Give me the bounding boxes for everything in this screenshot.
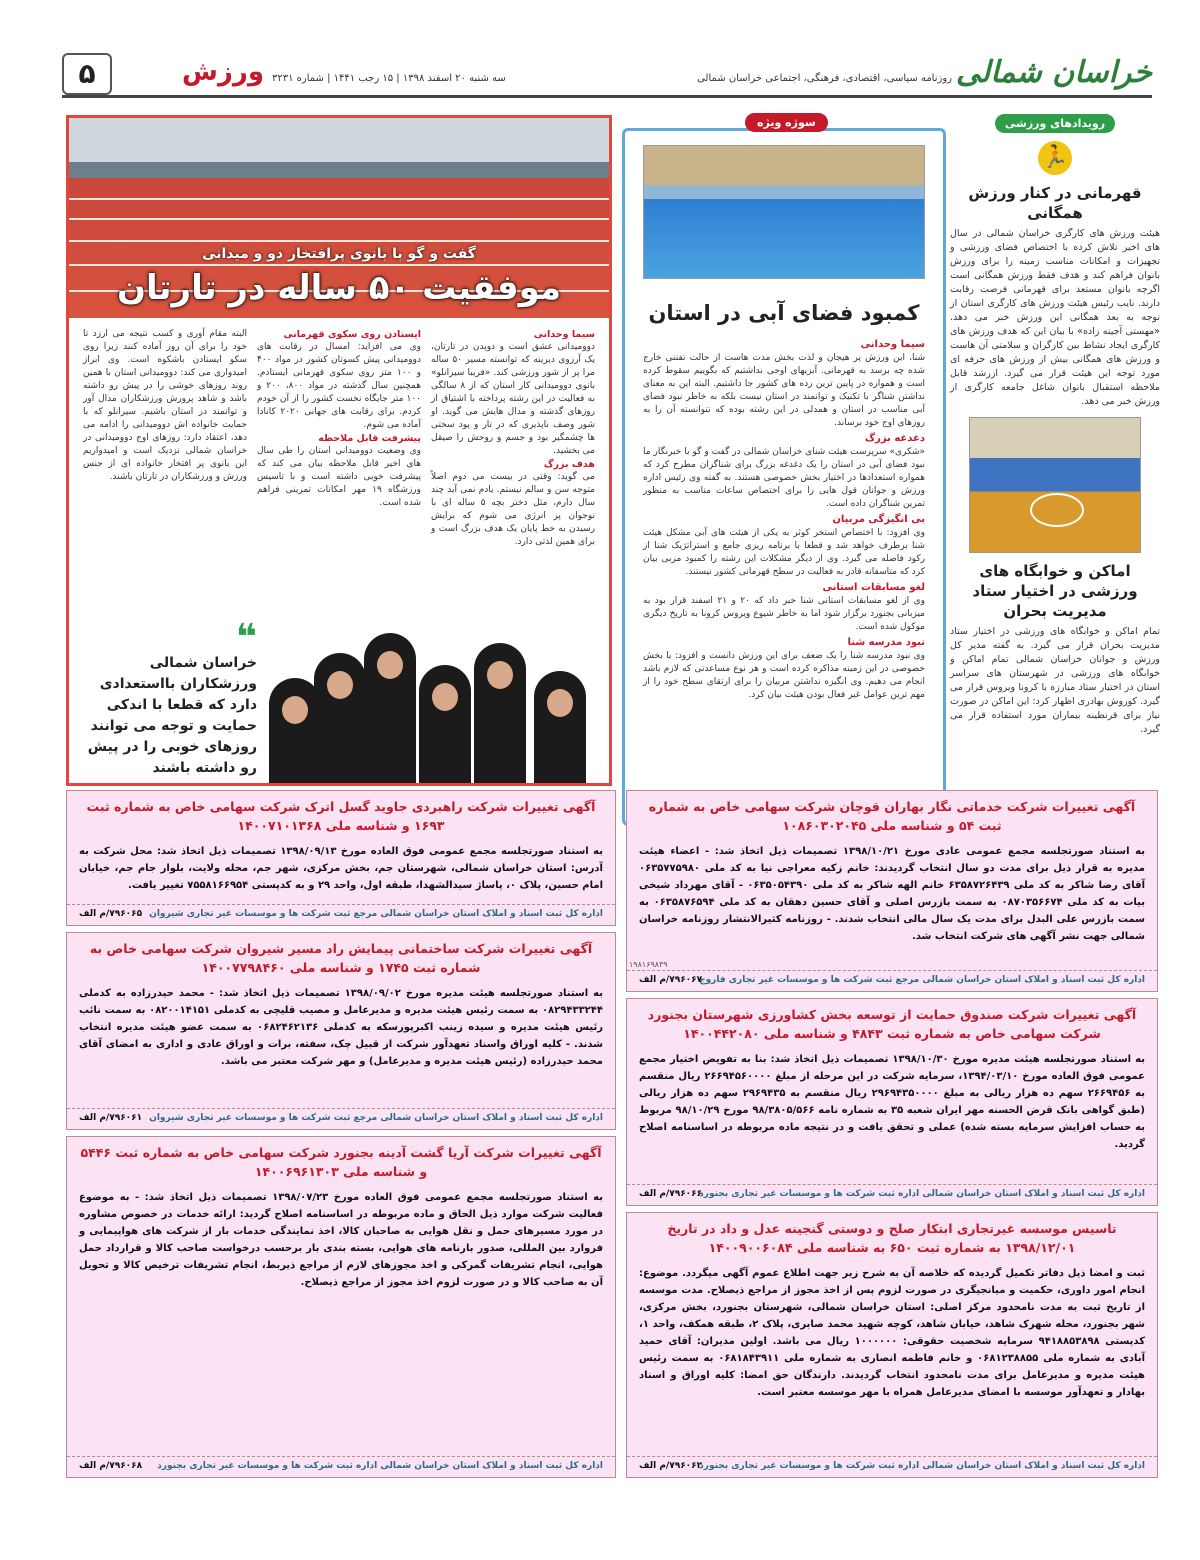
ad-code: ۷۹۶۰۶۸/م الف <box>79 1461 143 1471</box>
main-subhead: ایستادن روی سکوی قهرمانی <box>283 329 421 340</box>
ad-body: به استناد صورتجلسه مجمع عمومی فوق العاده مورخ ۱۳۹۸/۰۷/۲۳ تصمیمات ذیل اتخاذ شد: - به موضوع فعالیت شرکت موارد ذیل الحاق و ماده مربوطه در اساسنامه اصلاح گردید: ارائه خدمات در خصوص مشاوره در مورد مسیرهای حمل و نقل هوایی به صاحبان کالا، اخذ نمایندگی خدمات بار از شرکت های هواپیمایی و فروارد بین المللی، صدور بارنامه های هوایی، بسته بندی بار برحسب درخواست صاحب کالا و قرارداد حمل هوایی، انجام تشریفات گمرکی و اخذ مجوزهای لازم از مراجع ذیربط، انجام تشریفات ترخیص کالا و تحویل آن به صاحب کالا و در صورت لزوم اخذ مجوز از مراجع ذیصلاح. <box>79 1192 603 1288</box>
special-pill: سوژه ویژه <box>745 113 828 132</box>
athletes-photo <box>269 613 599 783</box>
ad-code: ۷۹۶۰۶۷/م الف <box>639 975 703 985</box>
main-paragraph: دوومیدانی عشق است و دویدن در تارتان، یک آرزوی دیرینه که توانسته مسیر ۵۰ ساله مرا پر از شور ورزشی کند. «فریبا سیرانلو» بانوی دوومیدانی کار استان که از ۸ سالگی به فعالیت در این رشته پرداخته با اشتیاق از روزهای گذشته و مدال هایش می گوید. او شور وصف ناپذیری که در تار و پود سختی ها چشمگیر بود و جسم و روحش را صیقل می بخشید. <box>431 342 595 456</box>
ad-code: ۷۹۶۰۶۱/م الف <box>79 1113 143 1123</box>
pool-paragraph: وی نبود مدرسه شنا را یک ضعف برای این ورزش دانست و افزود: با بخش خصوصی در این زمینه مذاکره کرده است و هر نوع مساعدتی که لازم باشد انجام می دهیم. وی انگیزه نداشتن مربیان را برای ارتقای سطح خود را از مهم ترین عوامل غیر فعال بودن هیئت بیان کرد. <box>643 651 925 700</box>
main-paragraph: وی می افزاید: امسال در رقابت های دوومیدانی پیش کسوتان کشور در مواد ۴۰۰ و ۱۰۰ متر روی سکوی قهرمانی ایستادم. همچنین سال گذشته در مواد ۸۰۰، ۲۰۰ و ۱۰۰ متر جایگاه نخست کشور را از آن خودم کردم. برای رقابت های جهانی ۲۰۲۰ کانادا آماده می شوم. <box>257 342 421 430</box>
ad-body: ثبت و امضا ذیل دفاتر تکمیل گردیده که خلاصه آن به شرح زیر جهت اطلاع عموم آگهی میگردد. موضوع: انجام امور داوری، حکمیت و میانجیگری در صورت لزوم پس از اخذ مجوز از مراجع ذیصلاح. مدت موسسه از تاریخ ثبت به مدت نامحدود مرکز اصلی: استان خراسان شمالی، شهرستان بجنورد، بخش مرکزی، شهر بجنورد، محله شهرک شاهد، خیابان شاهد، کوچه شهید محمد صابری، پلاک ۲، طبقه همکف، واحد ۱، کدپستی ۹۴۱۸۸۵۳۸۹۸ سرمایه شخصیت حقوقی: ۱۰۰۰۰۰۰ ریال می باشد. اولین مدیران: آقای حمید آبادی به شماره ملی ۰۶۸۱۲۳۸۸۵۵ و خانم فاطمه انصاری به شماره ملی ۰۶۸۱۸۴۳۹۱۱ به سمت رئیس هیئت مدیره و مدیرعامل برای مدت نامحدود انتخاب گردیدند. دارندگان حق امضا: کلیه اوراق و اسناد بهادار و تعهدآور موسسه با امضای مدیرعامل همراه با مهر موسسه معتبر است. <box>639 1268 1146 1398</box>
ad-body: به استناد صورتجلسه مجمع عمومی فوق العاده مورخ ۱۳۹۸/۰۹/۱۳ تصمیمات ذیل اتخاذ شد: محل شرکت به آدرس: استان خراسان شمالی، شهرستان جم، بخش مرکزی، شهر جم، محله ولایت، بلوار جام جم، خیابان امام حسین، پلاک ۰، پاساژ سیدالشهدا، طبقه اول، واحد ۲۹ و به کدپستی ۷۵۵۸۱۶۶۹۵۴ تغییر یافت. <box>79 846 603 891</box>
story2-text: تمام اماکن و خوابگاه های ورزشی در اختیار ستاد مدیریت بحران قرار می گیرد. به گفته مدیر کل ورزش و جوانان خراسان شمالی تمام اماکن و خوابگاه های ورزشی در شهرستان های سراسر استان در اختیار ستاد مبارزه با کرونا ویروس قرار می گیرد. کوروش بهادری اظهار کرد: این اماکن در صورت نیاز برای قرنطینه بیماران مورد استفاده قرار می گیرد. <box>950 626 1160 735</box>
main-col-2 <box>257 328 421 549</box>
ad-code: ۷۹۶۰۶۵/م الف <box>79 909 143 919</box>
pool-paragraph: «شکری» سرپرست هیئت شنای خراسان شمالی در گفت و گو با خبرنگار ما نبود فضای آبی در استان را یک دغدغه بزرگ برای شناگران مطرح کرد که همواره استعدادها در اختیار بخش خصوصی هستند. به گفته وی رئیس اداره ورزش و جوانان قول هایی را برای اختصاص ساعات مناسب به منظور تمرین شناگران داده است. <box>643 447 925 509</box>
ad-footer <box>627 1456 1157 1477</box>
story1-text: هیئت ورزش های کارگری خراسان شمالی در سال های اخیر تلاش کرده با اختصاص فضای ورزشی و تجهیزات و امکانات مناسب زمینه را برای ورزش بانوان فراهم کند و هدف فقط ورزش همگانی است اگرچه بانوان مستعد برای قهرمانی فرصت رقابت دارند. نایب رئیس هیئت ورزش های کارگری استان از توجه به بعد همگانی این ورزش خبر می دهد. «مهستی آجینه زاده» با بیان این که هدف ورزش های کارگری ایجاد نشاط بین کارگران و سلامتی آن هاست و ورزش های همگانی بیش از ورزش های حرفه ای مورد توجه این هیئت قرار می گیرد. ازرشد قابل ملاحظه استقبال بانوان شاغل جامعه کارگری از ورزش خبر می دهد. <box>950 228 1160 407</box>
ad-title: آگهی تغییرات شرکت راهبردی جاوید گسل اترک شرکت سهامی خاص به شماره ثبت ۱۶۹۳ و شناسه ملی ۱۴۰۰۷۱۰۱۳۶۸ <box>86 799 596 833</box>
ad-code: ۷۹۶۰۶۶/م الف <box>639 1189 703 1199</box>
ad-footer <box>67 1108 615 1129</box>
main-col-1 <box>431 328 595 549</box>
ad-footer <box>627 1184 1157 1205</box>
legal-ad <box>626 1212 1158 1478</box>
main-kicker: گفت و گو با بانوی پرافتخار دو و میدانی <box>202 246 476 262</box>
page-number: ۵ <box>62 53 112 95</box>
main-columns <box>69 318 609 549</box>
pool-byline: سیما وحدانی <box>860 339 925 350</box>
legal-ad <box>66 1136 616 1478</box>
main-headline: موفقیت ۵۰ ساله در تارتان <box>116 268 562 308</box>
ad-code: ۷۹۶۰۶۲/م الف <box>639 1461 703 1471</box>
pool-story-title: کمبود فضای آبی در استان <box>648 301 920 325</box>
issue-dateline: سه شنبه ۲۰ اسفند ۱۳۹۸ | ۱۵ رجب ۱۴۴۱ | شماره ۳۲۳۱ <box>272 73 506 84</box>
legal-ad <box>626 998 1158 1206</box>
track-photo <box>69 118 609 318</box>
ad-source: اداره کل ثبت اسناد و املاک استان خراسان شمالی اداره ثبت شرکت ها و موسسات غیر تجاری بجنورد <box>699 1189 1145 1199</box>
sports-events-pill: رویدادهای ورزشی <box>995 114 1115 133</box>
legal-ad <box>626 790 1158 992</box>
main-paragraph: می گوید: وقتی در بیست می دوم اصلاً متوجه سن و سالم نیستم. یادم نمی آید چند سال دارم، مثل دختر بچه ۵ ساله ای با نوجوان پر انرژی می شوم که برایش رسیدن به خط پایان یک هدف بزرگ است و برای همین لذتی دارد. <box>431 472 595 547</box>
newspaper-tagline: روزنامه سیاسی، اقتصادی، فرهنگی، اجتماعی خراسان شمالی <box>697 73 952 84</box>
section-title: ورزش <box>182 57 264 87</box>
ad-title: تاسیس موسسه غیرتجاری ابتکار صلح و دوستی گنجینه عدل و داد در تاریخ ۱۳۹۸/۱۲/۰۱ به شماره ثبت ۶۵۰ به شناسه ملی ۱۴۰۰۹۰۰۶۰۸۴ <box>667 1221 1117 1255</box>
pool-paragraph: وی افزود: با اختصاص استخر کوثر به یکی از هیئت های آبی مشکل هیئت شنا برطرف خواهد شد و قطعا با برنامه ریزی جامع و استراتژیک شنا از رکود فاصله می گیرد. وی از دیگر مشکلات این رشته را کمبود مربی بیان کرد که متاسفانه قادر به فعالیت در سطح قهرمانی کشور نیستند. <box>643 528 925 577</box>
story2-title: اماکن و خوابگاه های ورزشی در اختیار ستاد مدیریت بحران <box>972 562 1138 620</box>
main-paragraph: البته مقام آوری و کسب نتیجه می ارزد تا خود را برای آن روز آماده کنند زیرا روی سکو ایستادن باشکوه است. وی ابراز امیدواری می کند: دوومیدانی استان با همین روند روزهای خوشی را در پیش رو داشته باشد و شاهد پرورش ورزشکاران مدال آور و توانمند در استان باشیم. سیرانلو که با حمایت خانواده اش دوومیدانی را ادامه می دهد، اعتقاد دارد: روزهای اوج دوومیدانی در خراسان شمالی نزدیک است و امیدواریم این بانوی پر افتخار خانواده ای از جنس ورزش و ورزشکاران در تارتان باشند. <box>83 329 247 482</box>
ad-body: به استناد صورتجلسه هیئت مدیره مورخ ۱۳۹۸/۱۰/۳۰ تصمیمات ذیل اتخاذ شد: بنا به تفویض اختیار مجمع عمومی فوق العاده مورخ ۱۳۹۴/۰۳/۱۰، سرمایه شرکت در این مرحله از مبلغ ۲۶۶۹۴۵۶۰۰۰۰ ریال منقسم به ۲۶۶۹۴۵۶ سهم ده هزار ریالی به مبلغ ۲۹۶۹۴۳۵۰۰۰۰ ریال منقسم به ۲۹۶۹۴۳۵ سهم ده هزار ریالی (طبق گواهی بانک قرض الحسنه مهر ایران شعبه ۳۵ به شماره نامه ۹۸/۳۸۰۵/۵۶۶ مورخ ۹۸/۱۰/۲۹ مربوط به حساب افزایش سرمایه بسته شده) عملی و تحقق یافت و در نتیجه ماده مربوطه در اساسنامه اصلاح گردید. <box>639 1054 1145 1150</box>
legal-ad <box>66 790 616 926</box>
legal-ad <box>66 932 616 1130</box>
pull-quote-text: خراسان شمالی ورزشکاران بااستعدادی دارد که قطعا با اندکی حمایت و توجه می توانند روزهای خوبی را در پیش رو داشته باشند <box>87 655 257 776</box>
ad-source: اداره کل ثبت اسناد و املاک استان خراسان شمالی مرجع ثبت شرکت ها و موسسات غیر تجاری شیروان <box>149 909 603 919</box>
ad-source: اداره کل ثبت اسناد و املاک استان خراسان شمالی مرجع ثبت شرکت ها و موسسات غیر تجاری شیروان <box>149 1113 603 1123</box>
pool-subhead: نبود مدرسه شنا <box>847 637 925 648</box>
pull-quote <box>87 617 257 779</box>
newspaper-logo: خراسان شمالی <box>956 55 1152 90</box>
ad-source: اداره کل ثبت اسناد و املاک استان خراسان شمالی اداره ثبت شرکت ها و موسسات غیر تجاری بجنورد <box>699 1461 1145 1471</box>
ad-footer <box>627 970 1157 991</box>
ad-side-code: ۱۹۸۱۶۹۸۳۹ <box>629 960 668 969</box>
main-col-3 <box>83 328 247 549</box>
story1-title: قهرمانی در کنار ورزش همگانی <box>968 184 1142 222</box>
pool-paragraph: وی از لغو مسابقات استانی شنا خبر داد که ۲۰ و ۲۱ اسفند قرار بود به میزبانی بجنورد برگزار شود اما به خاطر شیوع ویروس کرونا به تاریخ دیگری موکول شده است. <box>643 596 925 632</box>
ad-source: اداره کل ثبت اسناد و املاک استان خراسان شمالی مرجع ثبت شرکت ها و موسسات غیر تجاری فاروج <box>699 975 1145 985</box>
page-header <box>62 55 1152 98</box>
runner-icon: 🏃 <box>1038 141 1072 175</box>
pool-subhead: دغدغه بزرگ <box>864 433 925 444</box>
ad-title: آگهی تغییرات شرکت خدماتی نگار بهاران قوچان شرکت سهامی خاص به شماره ثبت ۵۴ و شناسه ملی ۱۰۸۶۰۳۰۲۰۴۵ <box>648 799 1136 833</box>
pool-story-box <box>622 116 946 826</box>
ad-title: آگهی تغییرات شرکت آریا گشت آدینه بجنورد شرکت سهامی خاص به شماره ثبت ۵۴۴۶ و شناسه ملی ۱۴۰۰۶۹۶۱۳۰۳ <box>80 1145 602 1179</box>
sports-events-column <box>950 112 1160 820</box>
pool-intro: شنا، این ورزش پر هیجان و لذت بخش مدت هاست از حالت تفننی خارج شده چه برسد به قهرمانی. آبزیهای اوجی نداشتیم که بگوییم سقوط کرده است و همواره در پایین ترین رده های کشور جا داشتیم. البته این به معنای نداشتن شناگر با تکنیک و توانمند در استان نیست بلکه به خاطر نبود فضای آبی مناسب در استان و همدلی در این رشته بوده که نتوانسته آن را به روزهای اوج خود برساند. <box>643 353 925 428</box>
ad-body: به استناد صورتجلسه هیئت مدیره مورخ ۱۳۹۸/۰۹/۰۲ تصمیمات ذیل اتخاذ شد: - محمد حیدرزاده به کدملی ۰۸۲۹۴۳۳۲۴۴ به سمت رئیس هیئت مدیره و مدیرعامل و مصیب قلیچی به کدملی ۰۸۲۰۰۱۴۱۵۱ به سمت نائب رئیس هیئت مدیره و سیده زینب اکبرپورسکه به کدملی ۰۶۸۲۴۶۲۱۳۶ به سمت عضو هیئت مدیره انتخاب شدند. - کلیه اوراق واسناد تعهدآور شرکت از قبیل چک، سفته، برات و اوراق عادی و اداری به امضای آقای محمد حیدرزاده (رئیس هیئت مدیره و مدیرعامل) و مهر شرکت معتبر می باشد. <box>79 988 603 1067</box>
ad-footer <box>67 1456 615 1477</box>
ad-body: به استناد صورتجلسه مجمع عمومی عادی مورخ ۱۳۹۸/۱۰/۲۱ تصمیمات ذیل اتخاذ شد: - اعضاء هیئت مدیره به قرار ذیل برای مدت دو سال انتخاب گردیدند: خانم زکیه معراجی نیا به کد ملی ۰۶۳۵۷۷۵۹۸۰ آقای رضا شاکر به کد ملی ۶۳۵۸۷۲۶۴۳۹ خانم الهه شاکر به کد ملی ۰۶۳۵۰۵۴۳۹۰ - آقای مهرداد شیخی بیات به کد ملی ۰۸۷۰۳۵۶۶۷۴ به سمت بازرس اصلی و آقای حسین دهقان به کد ملی ۰۶۳۵۸۷۶۵۹۴ به سمت بازرس علی البدل برای مدت یک سال مالی انتخاب شدند. - روزنامه کثیرالانتشار روزنامه خراسان شمالی جهت نشر آگهی های شرکت انتخاب شد. <box>639 846 1145 942</box>
quote-mark-icon: ❝ <box>235 617 257 658</box>
ad-source: اداره کل ثبت اسناد و املاک استان خراسان شمالی اداره ثبت شرکت ها و موسسات غیر تجاری بجنورد <box>157 1461 603 1471</box>
main-subhead: هدف بزرگ <box>543 459 595 470</box>
main-story-box <box>66 115 612 786</box>
main-byline: سیما وحدانی <box>533 329 595 340</box>
gym-photo <box>969 417 1141 553</box>
pool-subhead: بی انگیزگی مربیان <box>832 514 925 525</box>
pool-subhead: لغو مسابقات استانی <box>822 582 925 593</box>
ad-title: آگهی تغییرات شرکت ساختمانی پیمایش راد مسیر شیروان شرکت سهامی خاص به شماره ثبت ۱۷۴۵ و شناسه ملی ۱۴۰۰۷۷۹۸۴۶۰ <box>89 941 593 975</box>
main-subhead: پیشرفت قابل ملاحظه <box>318 433 421 444</box>
pool-photo <box>643 145 925 279</box>
main-paragraph: وی وضعیت دوومیدانی استان را طی سال های اخیر قابل ملاحظه بیان می کند که پیشرفت خوبی داشته است و با تاسیس ورزشگاه ۱۹ مهر امکانات تمرینی فراهم شده است. <box>257 446 421 508</box>
ad-footer <box>67 904 615 925</box>
ad-title: آگهی تغییرات شرکت صندوق حمایت از توسعه بخش کشاورزی شهرستان بجنورد شرکت سهامی خاص به شماره ثبت ۴۸۴۳ و شناسه ملی ۱۴۰۰۴۴۲۰۸۰ <box>647 1007 1137 1041</box>
